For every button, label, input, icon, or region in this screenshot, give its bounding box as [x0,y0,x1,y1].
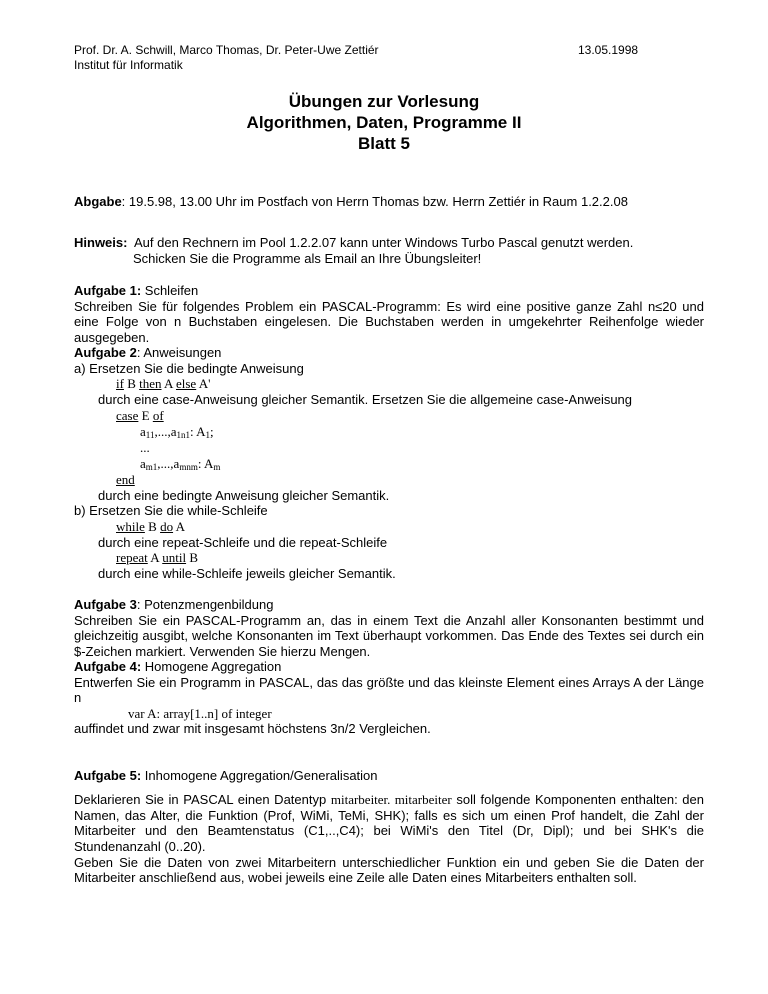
aufgabe2-a-line: a) Ersetzen Sie die bedingte Anweisung [74,361,304,376]
abgabe-label: Abgabe [74,194,122,209]
aufgabe4-text: Entwerfen Sie ein Programm in PASCAL, das das größte und das kleinste Element eines Arrays A der Länge n [74,674,704,706]
code-if-then-else [116,376,210,392]
title-line-2: Algorithmen, Daten, Programme II [246,113,522,132]
aufgabe4-code: var A: array[1..n] of integer [128,706,272,721]
aufgabe5-label: Aufgabe 5: [74,768,142,783]
hinweis-label: Hinweis: [74,235,128,250]
case-l1-colon: : A [189,424,206,439]
aufgabe5-text2: Geben Sie die Daten von zwei Mitarbeitern unterschiedlicher Funktion ein und geben Sie die Daten der Mitarbeiter anschließend aus, wobei jeweils eine Zeile alle Daten eines Mitarbeiters enthalten soll. [74,854,704,886]
header-date: 13.05.1998 [578,43,639,57]
case-l2-s1: m1 [145,462,158,472]
code-while-a: A [173,519,185,534]
aufgabe1-text: Schreiben Sie für folgendes Problem ein PASCAL-Programm: Es wird eine positive ganze Zahl n≤20 und eine Folge von n Buchstaben eingelesen. Die Buchstaben werden in umgekehrter Reihenfolge wieder ausgegeben. [74,298,704,345]
abgabe-text: : 19.5.98, 13.00 Uhr im Postfach von Herrn Thomas bzw. Herrn Zettiér in Raum 1.2.2.08 [121,194,628,209]
case-l2-mid: ,...,a [157,456,180,471]
kw-else: else [175,376,197,391]
hinweis-line-1: Auf den Rechnern im Pool 1.2.2.07 kann unter Windows Turbo Pascal genutzt werden. [133,235,634,250]
aufgabe1-heading [74,283,704,299]
case-line-1 [140,424,214,440]
aufgabe3-title: : Potenzmengenbildung [136,597,274,612]
case-l1-s3: 1 [185,430,190,440]
code-repeat-a: A [147,550,163,565]
case-line-2 [140,456,220,472]
aufgabe1-title: Schleifen [141,283,199,298]
kw-while: while [116,519,145,534]
case-l2-s4: m [213,462,221,472]
case-l2-a: a [140,456,146,471]
aufgabe5-heading [74,768,704,784]
code-case-e: E [138,408,153,423]
case-l1-s1: 11 [145,430,155,440]
kw-repeat: repeat [116,550,148,565]
aufgabe4-heading [74,659,704,675]
case-l1-a: a [140,424,146,439]
kw-case: case [116,408,139,423]
case-l1-s4: 1 [205,430,211,440]
code-repeat [116,550,198,566]
case-l1-mid: ,...,a [154,424,177,439]
kw-then: then [139,376,162,391]
aufgabe2-b-text: durch eine repeat-Schleife und die repeat-Schleife [98,535,388,550]
aufgabe2-heading [74,345,704,361]
aufgabe4-label: Aufgabe 4: [74,659,142,674]
kw-do: do [160,519,174,534]
case-l2-s2: mn [179,462,191,472]
aufgabe3-heading [74,597,704,613]
kw-of: of [152,408,164,423]
aufgabe5-text-b: soll folgende Komponenten enthalten: den Namen, das Alter, die Funktion (Prof, WiMi, TeMi, SHK); falls es sich um einen Prof handelt, die Zahl der Mitarbeiter und den Beamtenstatus (C1,..,C4); bei WiMi's den Titel (Dr, Dipl); und bei SHK's die Stundenanzahl (0..20). [74,792,704,854]
code-while-b: B [144,519,161,534]
aufgabe4-title: Homogene Aggregation [141,659,282,674]
aufgabe2-a-end: durch eine bedingte Anweisung gleicher Semantik. [98,488,390,503]
header-institute: Institut für Informatik [74,58,183,72]
aufgabe3-text: Schreiben Sie ein PASCAL-Programm an, das in einem Text die Anzahl aller Konsonanten bestimmt und gleichzeitig ausgibt, welche Konsonanten im Text überhaupt vorkommen. Das Ende des Textes sei durch ein $-Zeichen markiert. Verwenden Sie hierzu Mengen. [74,612,704,659]
aufgabe2-a-text: durch eine case-Anweisung gleicher Semantik. Ersetzen Sie die allgemeine case-Anweisung [98,392,633,407]
code-case [116,408,164,424]
kw-if: if [116,376,124,391]
aufgabe5-text [74,792,704,854]
aufgabe2-b-end: durch eine while-Schleife jeweils gleicher Semantik. [98,566,396,581]
aufgabe5-type1: mitarbeiter. [330,792,391,807]
aufgabe2-title: : Anweisungen [136,345,222,360]
hinweis-line-2: Schicken Sie die Programme als Email an Ihre Übungsleiter! [133,251,482,266]
kw-end: end [116,472,135,487]
aufgabe4-text2: auffindet und zwar mit insgesamt höchstens 3n/2 Vergleichen. [74,721,431,736]
code-while [116,519,185,535]
case-l2-colon: : A [197,456,214,471]
aufgabe5-text-a: Deklarieren Sie in PASCAL einen Datentyp [74,792,331,807]
aufgabe1-label: Aufgabe 1: [74,283,142,298]
case-l2-s3: m [190,462,198,472]
aufgabe5-type2: mitarbeiter [390,792,452,807]
title-line-1: Übungen zur Vorlesung [288,92,480,111]
hinweis-paragraph [74,235,704,251]
code-if-a: A [161,376,176,391]
code-repeat-b: B [186,550,198,565]
case-dots: ... [140,440,150,455]
aufgabe5-title: Inhomogene Aggregation/Generalisation [141,768,378,783]
abgabe-paragraph [74,194,704,210]
header-authors: Prof. Dr. A. Schwill, Marco Thomas, Dr. Peter-Uwe Zettiér [74,43,379,57]
aufgabe3-label: Aufgabe 3 [74,597,137,612]
kw-until: until [162,550,187,565]
code-if-b: B [123,376,140,391]
aufgabe2-label: Aufgabe 2 [74,345,137,360]
case-l1-end: ; [210,424,214,439]
title-line-3: Blatt 5 [358,134,410,153]
code-if-a2: A' [196,376,211,391]
case-l1-s2: 1n [176,430,186,440]
aufgabe2-b-line: b) Ersetzen Sie die while-Schleife [74,503,268,518]
